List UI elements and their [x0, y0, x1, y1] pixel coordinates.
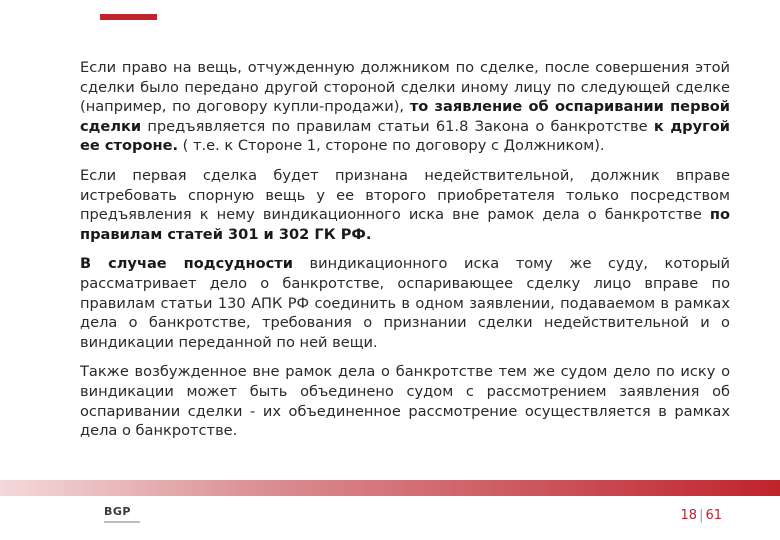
- company-logo: [104, 506, 144, 530]
- logo-underline: [104, 521, 140, 523]
- paragraph-1-segment: ( т.е. к Стороне 1, стороне по договору с Должником).: [178, 137, 605, 155]
- footer-gradient-band: [0, 480, 780, 496]
- paragraph-3-bold: В случае подсудности: [80, 255, 293, 273]
- paragraph-1-segment: Если право на вещь, отчужденную должником по сделке, после совершения этой сделки было передано другой стороной сделки иному лицу по следующей сделке (например, по договору купли-продажи),: [80, 59, 730, 116]
- paragraph-1: [80, 58, 730, 156]
- slide-body: [80, 58, 730, 451]
- paragraph-4: [80, 362, 730, 440]
- page-separator: |: [699, 508, 704, 523]
- page-current: 18: [680, 508, 698, 523]
- paragraph-1-bold: то заявление об оспаривании первой сделки: [80, 98, 731, 135]
- paragraph-1-bold: к другой ее стороне.: [80, 117, 731, 155]
- paragraph-3: [80, 254, 730, 352]
- paragraph-2: [80, 166, 730, 244]
- page-total: 61: [705, 508, 722, 523]
- paragraph-3-segment: виндикационного иска тому же суду, который рассматривает дело о банкротстве, оспаривающее сделку лицо вправе по правилам статьи 130 АПК РФ соединить в одном заявлении, подаваемом в рамках дела о банкротстве, требования о признании сделки недействительной и о виндикации переданной по ней вещи.: [80, 255, 731, 351]
- paragraph-2-segment: Если первая сделка будет признана недействительной, должник вправе истребовать спорную вещь у ее второго приобретателя только посредством предъявления к нему виндикационного иска вне рамок дела о банкротстве: [80, 166, 730, 224]
- logo-text: BGP: [104, 505, 131, 518]
- accent-bar: [100, 14, 157, 20]
- paragraph-4-segment: Также возбужденное вне рамок дела о банкротстве тем же судом дело по иску о виндикации может быть объединено судом с рассмотрением заявления об оспаривании сделки - их объединенное рассмотрение осуществляется в рамках дела о банкротстве.: [80, 363, 730, 440]
- page-number: [681, 508, 722, 523]
- paragraph-2-bold: по правилам статей 301 и 302 ГК РФ.: [80, 206, 730, 243]
- paragraph-1-segment: предъявляется по правилам статьи 61.8 Закона о банкротстве: [141, 117, 654, 135]
